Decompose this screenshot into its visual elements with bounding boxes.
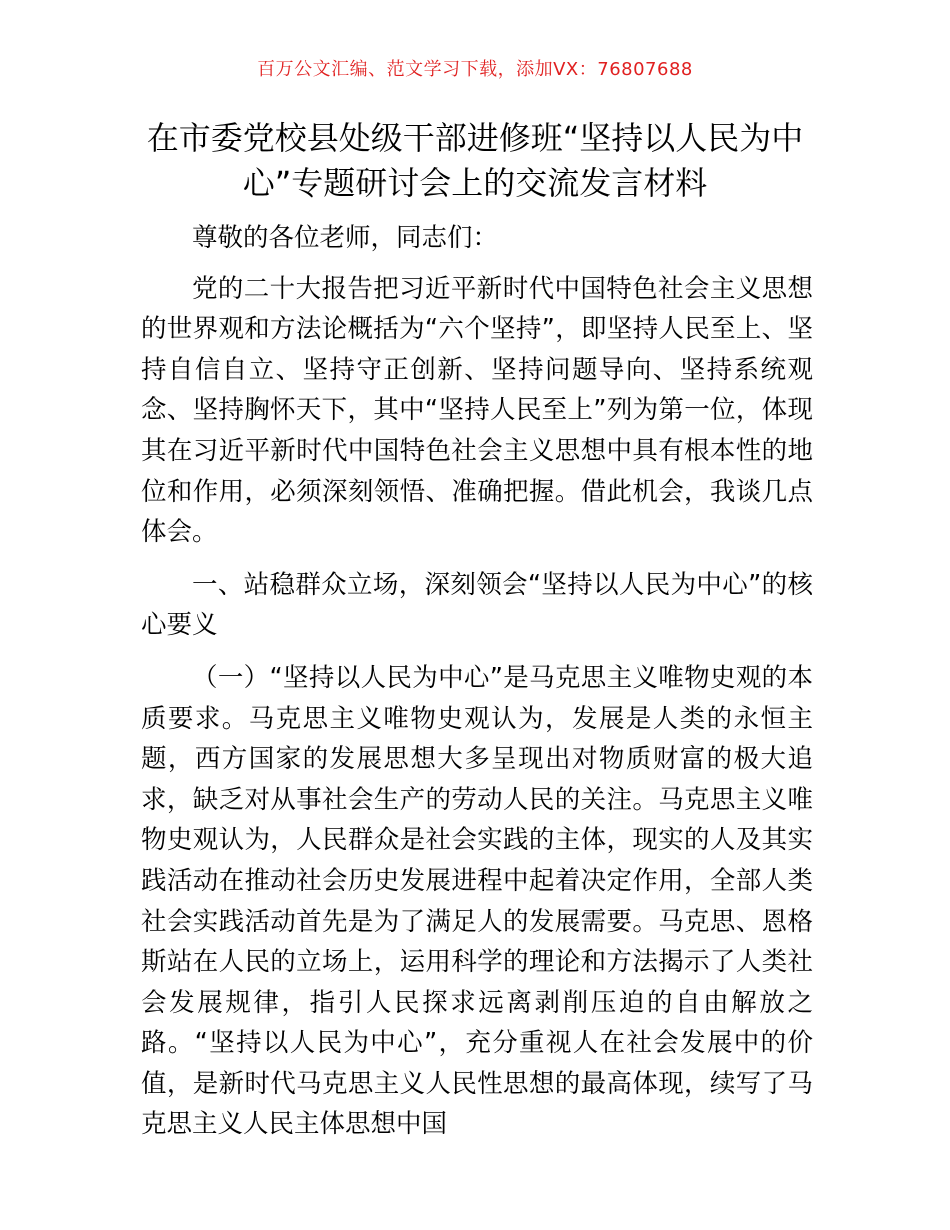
document-body bbox=[141, 218, 813, 1157]
section-heading-1: 一、站稳群众立场，深刻领会“坚持以人民为中心”的核心要义 bbox=[141, 569, 813, 641]
watermark-note: 百万公文汇编、范文学习下载，添加VX：76807688 bbox=[257, 59, 693, 80]
paragraph-1-1: （一）“坚持以人民为中心”是马克思主义唯物史观的本质要求。马克思主义唯物史观认为，发展是人类的永恒主题，西方国家的发展思想大多呈现出对物质财富的极大追求，缺乏对从事社会生产的劳动人民的关注。马克思主义唯物史观认为，人民群众是社会实践的主体，现实的人及其实践活动在推动社会历史发展进程中起着决定作用，全部人类社会实践活动首先是为了满足人的发展需要。马克思、恩格斯站在人民的立场上，运用科学的理论和方法揭示了人类社会发展规律，指引人民探求远离剥削压迫的自由解放之路。“坚持以人民为中心”，充分重视人在社会发展中的价值，是新时代马克思主义人民性思想的最高体现，续写了马克思主义人民主体思想中国 bbox=[141, 662, 813, 1140]
paragraph-intro: 党的二十大报告把习近平新时代中国特色社会主义思想的世界观和方法论概括为“六个坚持”，即坚持人民至上、坚持自信自立、坚持守正创新、坚持问题导向、坚持系统观念、坚持胸怀天下，其中“坚持人民至上”列为第一位，体现其在习近平新时代中国特色社会主义思想中具有根本性的地位和作用，必须深刻领悟、准确把握。借此机会，我谈几点体会。 bbox=[141, 273, 813, 548]
document-title: 在市委党校县处级干部进修班“坚持以人民为中心”专题研讨会上的交流发言材料 bbox=[146, 119, 804, 202]
salutation: 尊敬的各位老师，同志们： bbox=[192, 223, 499, 253]
